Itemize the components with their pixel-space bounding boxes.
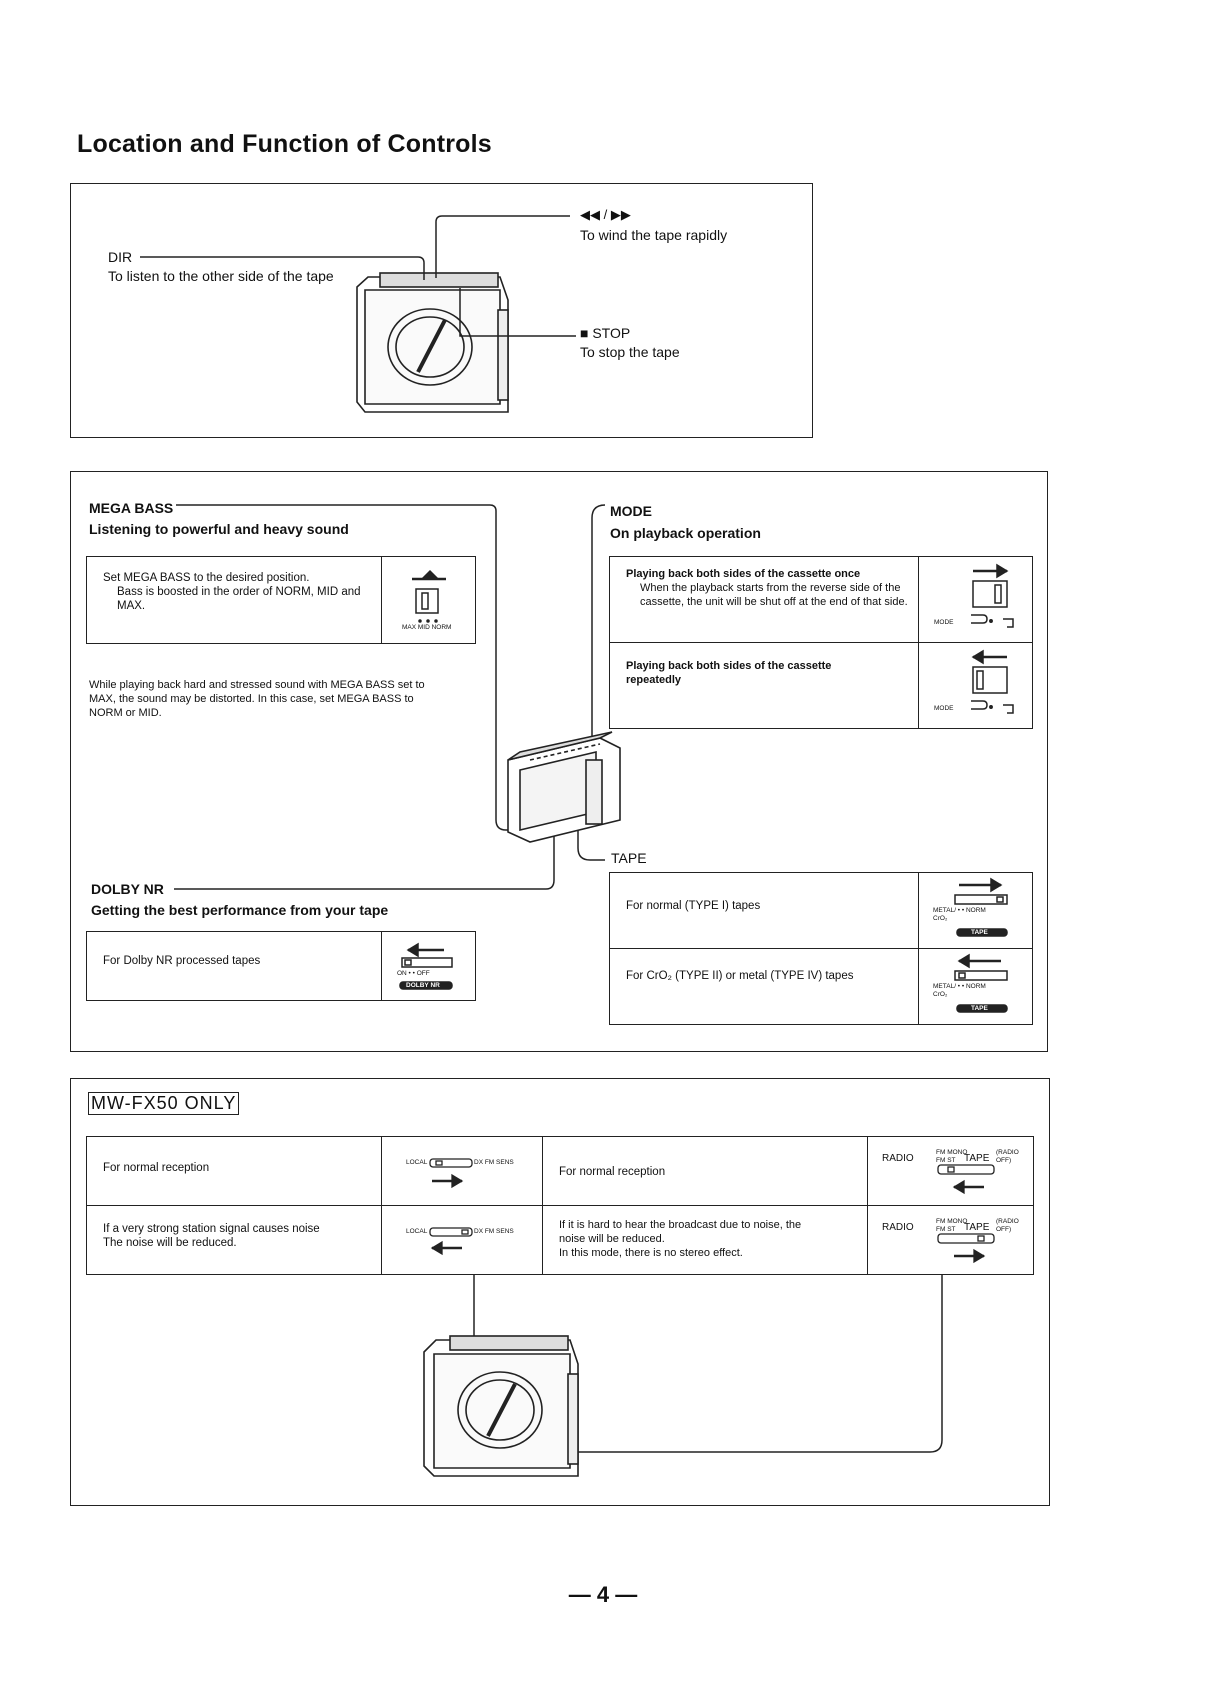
page-number: — 4 — <box>568 1582 638 1607</box>
dolby-switch-label: ON • • OFF <box>397 970 430 977</box>
tape-cro2-switch-label: METAL/ • • NORM <box>933 983 986 990</box>
tape-normal-cro2-label: CrO₂ <box>933 915 948 922</box>
fm-mono-label: FM MONO <box>936 1149 968 1156</box>
fm-st-label-2: FM ST <box>936 1226 956 1233</box>
tape-position-label: TAPE <box>964 1153 990 1164</box>
stop-label: ■ STOP <box>580 325 631 341</box>
mega-bass-label: MEGA BASS <box>89 500 174 516</box>
tape-normal-badge: TAPE <box>971 929 988 936</box>
local-label: LOCAL <box>406 1159 428 1166</box>
mega-bass-order: Bass is boosted in the order of NORM, MID and MAX. <box>117 586 361 612</box>
dir-description: To listen to the other side of the tape <box>108 268 334 284</box>
tape-normal-description: For normal (TYPE I) tapes <box>626 900 761 912</box>
mode-once-title: Playing back both sides of the cassette once <box>626 568 861 580</box>
wind-description: To wind the tape rapidly <box>580 227 728 243</box>
radio-off-label-2: (RADIO OFF) <box>996 1218 1019 1233</box>
stop-description: To stop the tape <box>580 344 680 360</box>
tape-cro2-badge: TAPE <box>971 1005 988 1012</box>
local-dx-line2: The noise will be reduced. <box>103 1237 237 1249</box>
mode-once-switch-label: MODE <box>934 619 954 626</box>
mega-bass-note: While playing back hard and stressed sound with MEGA BASS set to MAX, the sound may be distorted. In this case, set MEGA BASS to NORM or MID. <box>89 679 425 719</box>
mega-bass-instruction: Set MEGA BASS to the desired position. <box>103 572 310 584</box>
model-badge: MW-FX50 ONLY <box>88 1092 239 1115</box>
radio-label-2: RADIO <box>882 1222 914 1233</box>
local-normal-description: For normal reception <box>103 1162 210 1174</box>
tape-normal-switch-label: METAL/ • • NORM <box>933 907 986 914</box>
mode-subtitle: On playback operation <box>610 525 761 541</box>
dx-fm-sens-label: DX FM SENS <box>474 1159 514 1166</box>
radio-mono-line3: In this mode, there is no stereo effect. <box>559 1247 743 1259</box>
mega-bass-switch-labels: MAX MID NORM <box>402 624 452 631</box>
mode-label: MODE <box>610 503 652 519</box>
dolby-badge: DOLBY NR <box>406 982 440 989</box>
radio-mono-line2: noise will be reduced. <box>559 1233 665 1245</box>
fm-st-label: FM ST <box>936 1157 956 1164</box>
radio-mono-line1: If it is hard to hear the broadcast due to noise, the <box>559 1219 802 1231</box>
dir-label: DIR <box>108 249 133 265</box>
fm-mono-label-2: FM MONO <box>936 1218 968 1225</box>
tape-cro2-cro2-label: CrO₂ <box>933 991 948 998</box>
mode-once-description: When the playback starts from the reverse side of the cassette, the unit will be shut off at the end of that side. <box>640 582 908 608</box>
local-dx-line1: If a very strong station signal causes noise <box>103 1223 320 1235</box>
dolby-description: For Dolby NR processed tapes <box>103 955 261 967</box>
tape-cro2-description: For CrO₂ (TYPE II) or metal (TYPE IV) tapes <box>626 970 854 982</box>
mode-repeat-switch-label: MODE <box>934 705 954 712</box>
tape-position-label-2: TAPE <box>964 1222 990 1233</box>
mega-bass-subtitle: Listening to powerful and heavy sound <box>89 521 349 537</box>
mode-repeat-title: Playing back both sides of the cassette repeatedly <box>626 660 832 686</box>
dolby-subtitle: Getting the best performance from your tape <box>91 902 389 918</box>
radio-off-label: (RADIO OFF) <box>996 1149 1019 1164</box>
radio-label: RADIO <box>882 1153 914 1164</box>
dolby-label: DOLBY NR <box>91 881 164 897</box>
tape-label: TAPE <box>611 850 647 866</box>
local-label-2: LOCAL <box>406 1228 428 1235</box>
dx-fm-sens-label-2: DX FM SENS <box>474 1228 514 1235</box>
page-title: Location and Function of Controls <box>77 130 492 158</box>
radio-normal-description: For normal reception <box>559 1166 666 1178</box>
wind-symbol: ◀◀ / ▶▶ <box>580 207 631 222</box>
